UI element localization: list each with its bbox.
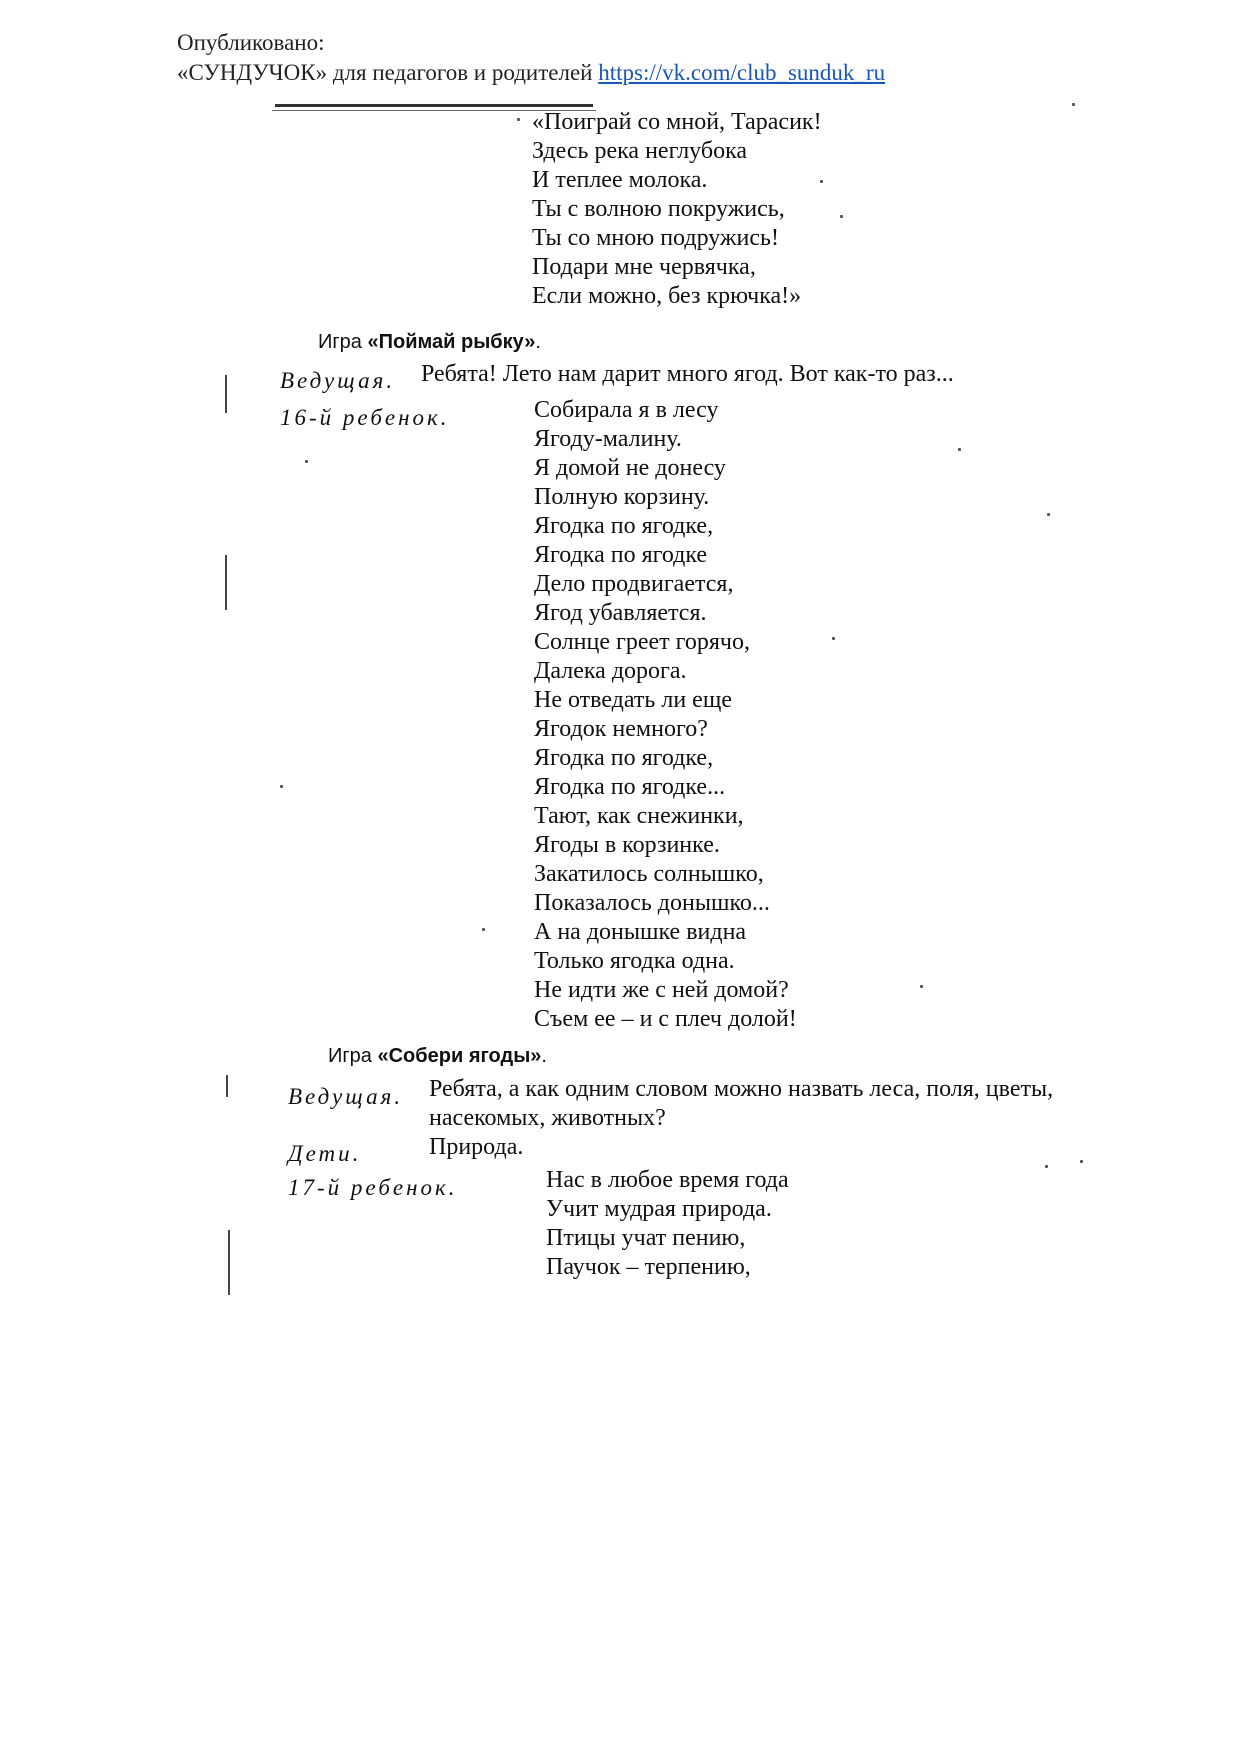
poem-line: Ягодка по ягодке, — [534, 745, 714, 771]
game-heading-1 — [318, 331, 541, 354]
scan-speck — [920, 985, 923, 988]
game-title: «Собери ягоды» — [377, 1045, 542, 1067]
scan-speck — [1080, 1160, 1083, 1163]
game-prefix: Игра — [328, 1045, 378, 1067]
scan-speck — [832, 637, 835, 640]
scan-speck — [280, 785, 283, 788]
scan-speck — [1072, 103, 1075, 106]
game-prefix: Игра — [318, 331, 368, 353]
speaker-host-2: Ведущая. — [288, 1084, 404, 1109]
poem-line: Солнце греет горячо, — [534, 629, 750, 655]
scan-speck — [482, 928, 485, 931]
speaker-children: Дети. — [288, 1141, 362, 1166]
game-suffix: . — [535, 331, 541, 353]
scan-speck — [517, 118, 520, 121]
speaker-host-1: Ведущая. — [280, 368, 396, 393]
poem-line: Ягодка по ягодке, — [534, 513, 714, 539]
poem-line: Ягод убавляется. — [534, 600, 707, 626]
poem-line: И теплее молока. — [532, 167, 708, 193]
host-2-text-line-2: насекомых, животных? — [429, 1105, 666, 1131]
game-heading-2 — [328, 1045, 547, 1068]
scan-speck — [1045, 1165, 1048, 1168]
game-suffix: . — [541, 1045, 547, 1067]
scan-margin-line — [225, 375, 227, 413]
publication-header — [177, 28, 885, 88]
scan-margin-line — [226, 1075, 228, 1097]
poem-line: Ты с волною покружись, — [532, 196, 785, 222]
scan-speck — [820, 180, 823, 183]
scan-speck — [958, 448, 961, 451]
host-2-text-line-1: Ребята, а как одним словом можно назвать леса, поля, цветы, — [429, 1076, 1054, 1102]
poem-tarasik — [532, 108, 822, 311]
poem-line: Далека дорога. — [534, 658, 687, 684]
poem-line: Ягодка по ягодке — [534, 542, 708, 568]
poem-line: Подари мне червячка, — [532, 254, 756, 280]
poem-line: Съем ее – и с плеч долой! — [534, 1006, 797, 1032]
poem-line: Ягодок немного? — [534, 716, 708, 742]
scan-margin-line — [225, 555, 227, 610]
scan-speck — [840, 215, 843, 218]
poem-line: Ты со мною подружись! — [532, 225, 779, 251]
poem-nature — [546, 1166, 789, 1282]
poem-line: «Поиграй со мной, Тарасик! — [532, 109, 822, 135]
source-line — [177, 58, 885, 88]
poem-line: Только ягодка одна. — [534, 948, 735, 974]
top-rule — [275, 104, 593, 107]
scan-margin-line — [228, 1230, 230, 1295]
scan-speck — [305, 460, 308, 463]
poem-line: Здесь река неглубока — [532, 138, 748, 164]
poem-line: А на донышке видна — [534, 919, 747, 945]
poem-line: Птицы учат пению, — [546, 1225, 746, 1251]
poem-berries — [534, 396, 797, 1034]
poem-line: Ягодка по ягодке... — [534, 774, 726, 800]
poem-line: Не идти же с ней домой? — [534, 977, 789, 1003]
poem-line: Полную корзину. — [534, 484, 710, 510]
poem-line: Я домой не донесу — [534, 455, 726, 481]
poem-line: Показалось донышко... — [534, 890, 770, 916]
source-text: «СУНДУЧОК» для педагогов и родителей — [177, 60, 599, 85]
poem-line: Дело продвигается, — [534, 571, 734, 597]
speaker-child-16: 16-й ребенок. — [280, 405, 450, 430]
poem-line: Ягоду-малину. — [534, 426, 682, 452]
poem-line: Не отведать ли еще — [534, 687, 732, 713]
poem-line: Паучок – терпению, — [546, 1254, 751, 1280]
speaker-child-17: 17-й ребенок. — [288, 1175, 458, 1200]
game-title: «Поймай рыбку» — [367, 331, 536, 353]
poem-line: Нас в любое время года — [546, 1167, 789, 1193]
poem-line: Учит мудрая природа. — [546, 1196, 772, 1222]
published-label: Опубликовано: — [177, 30, 325, 55]
scan-speck — [1047, 513, 1050, 516]
poem-line: Тают, как снежинки, — [534, 803, 744, 829]
poem-line: Закатилось солнышко, — [534, 861, 764, 887]
poem-line: Если можно, без крючка!» — [532, 283, 802, 309]
children-text: Природа. — [429, 1134, 524, 1160]
host-1-text: Ребята! Лето нам дарит много ягод. Вот как-то раз... — [421, 361, 954, 387]
source-link[interactable]: https://vk.com/club_sunduk_ru — [598, 60, 886, 85]
poem-line: Собирала я в лесу — [534, 397, 719, 423]
poem-line: Ягоды в корзинке. — [534, 832, 720, 858]
